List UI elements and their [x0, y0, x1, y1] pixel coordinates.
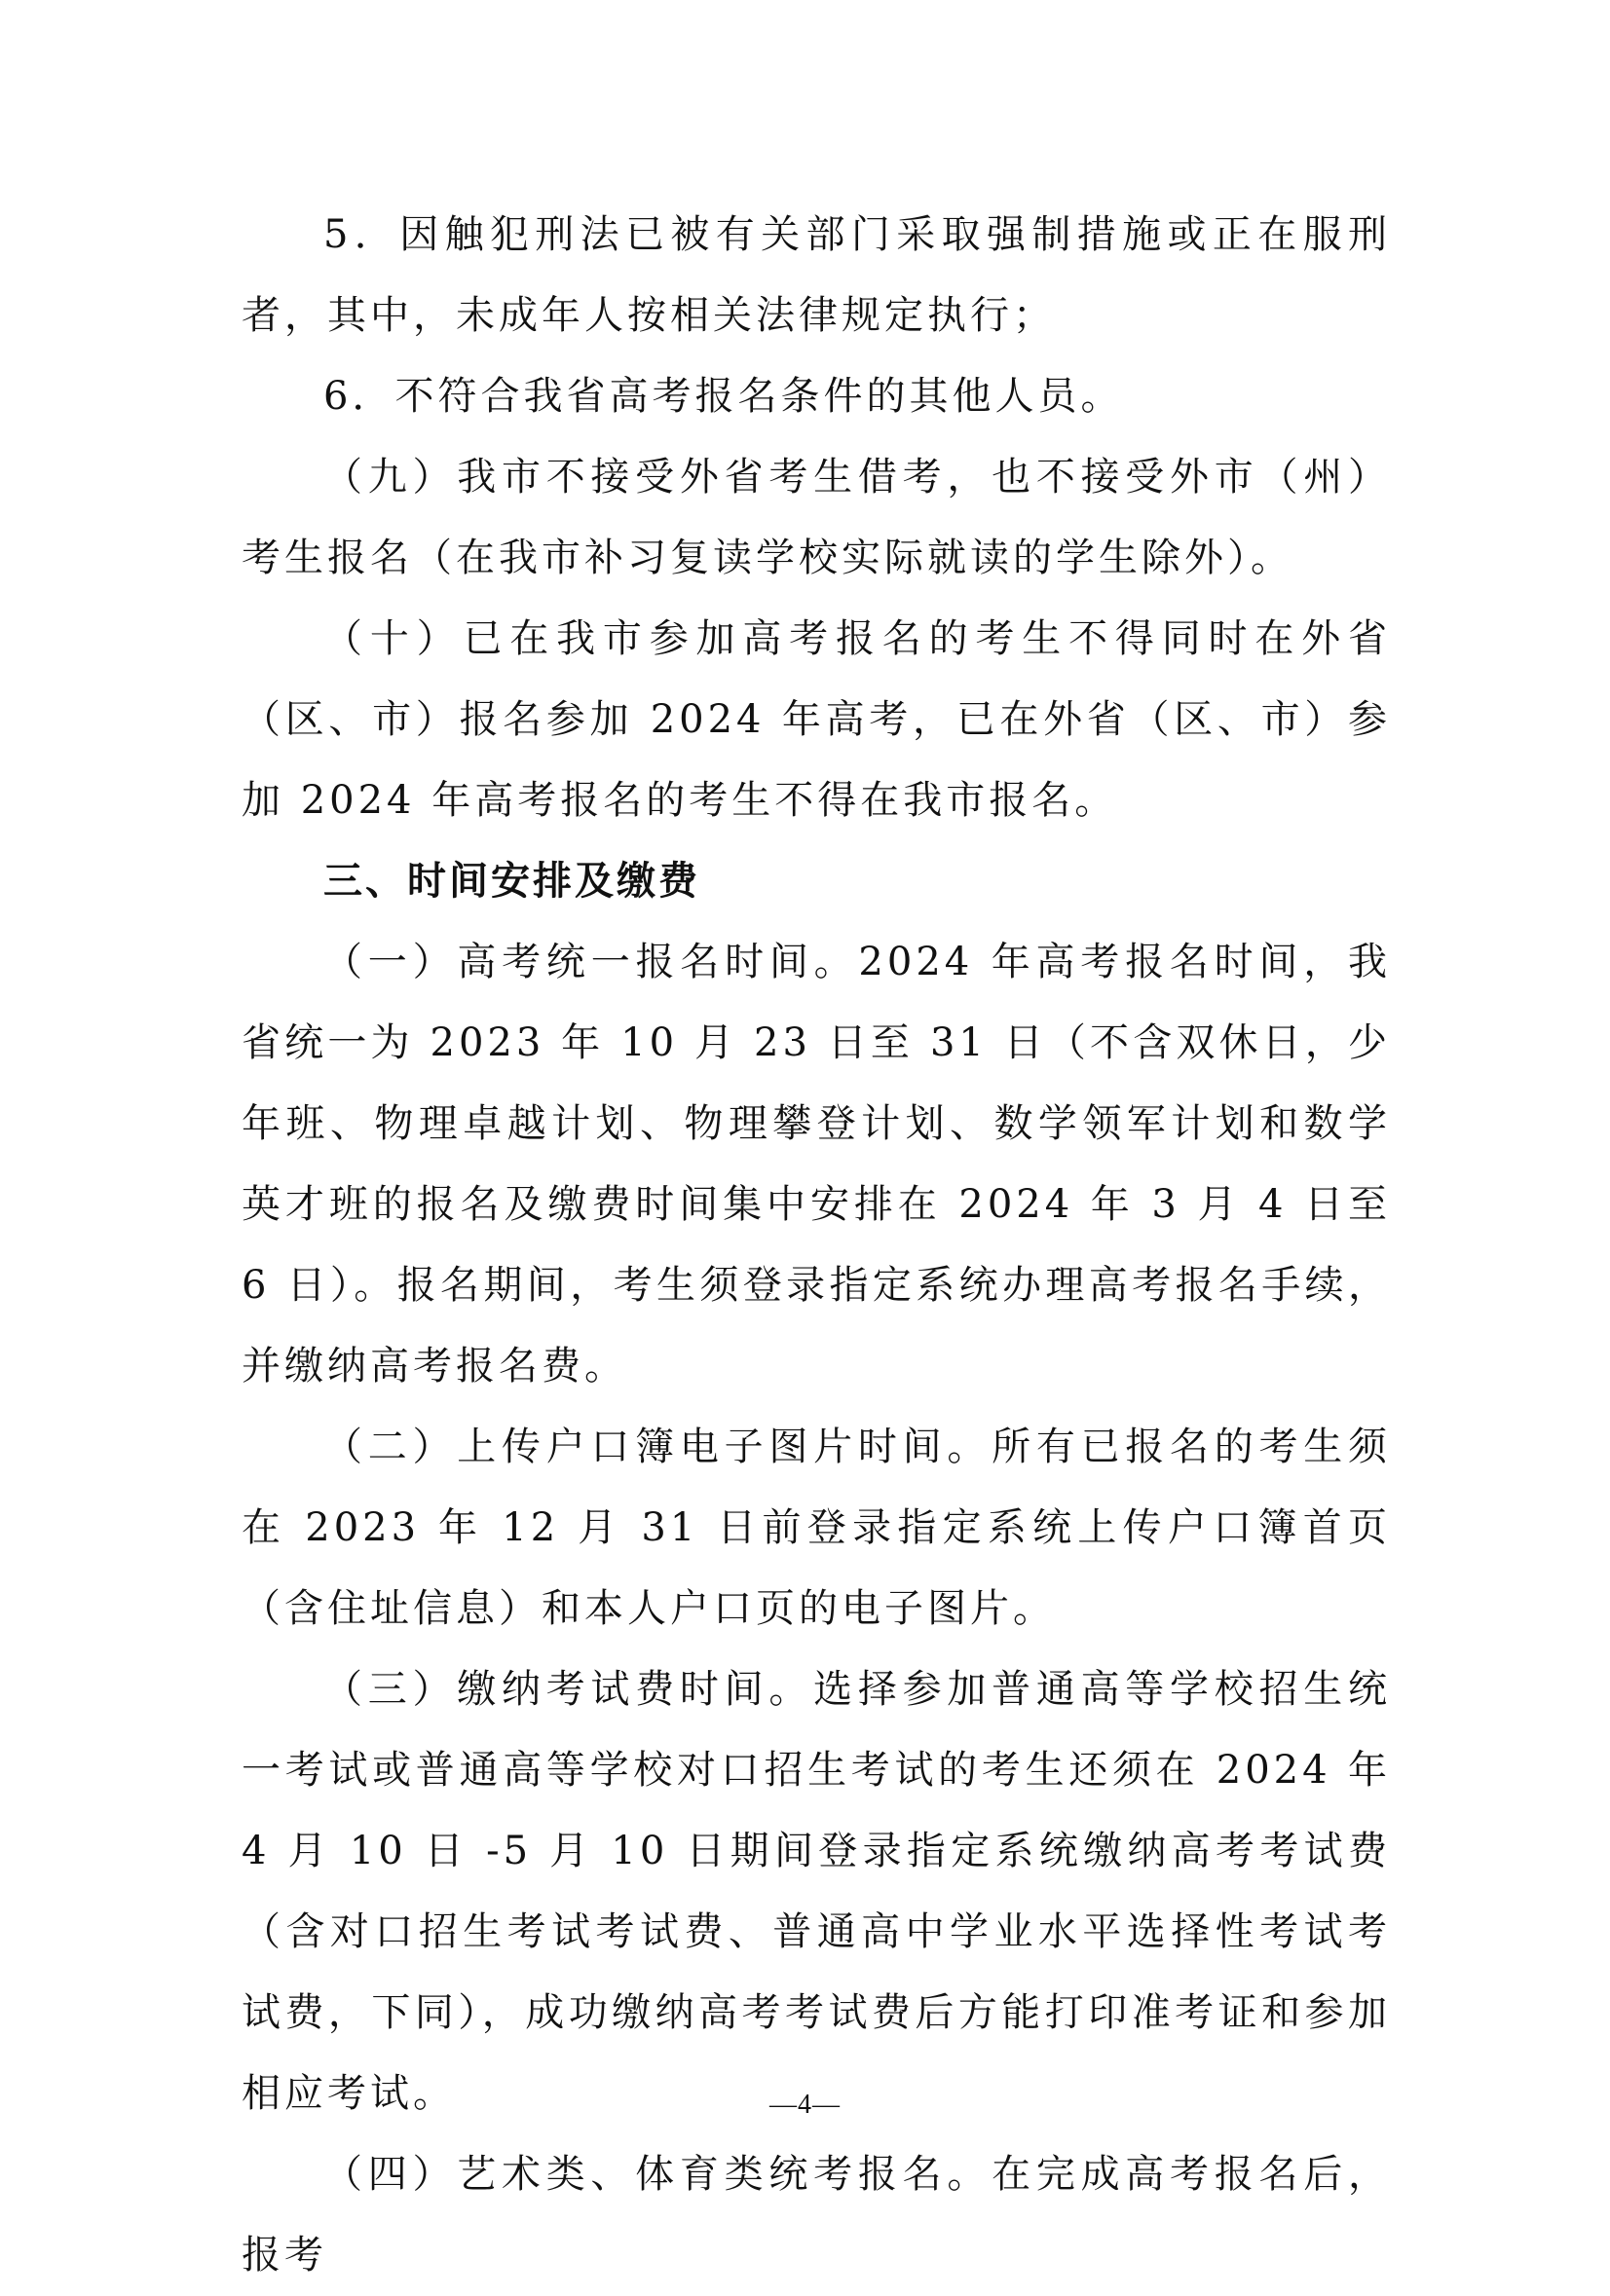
paragraph-item-6: 6．不符合我省高考报名条件的其他人员。 [323, 374, 1124, 419]
paragraph-exam-fee-time: （三）缴纳考试费时间。选择参加普通高等学校招生统一考试或普通高等学校对口招生考试的考生还须在 2024 年 4 月 10 日 -5 月 10 日期间登录指定系统缴纳高考考试费（含对口招生考试考试费、普通高中学业水平选择性考试考试费，下同），成功缴纳高考考试费后方能打印准考证和参加相应考试。 [242, 1667, 1391, 2116]
paragraph-registration-time: （一）高考统一报名时间。2024 年高考报名时间，我省统一为 2023 年 10 月 23 日至 31 日（不含双休日，少年班、物理卓越计划、物理攀登计划、数学领军计划和数学英才班的报名及缴费时间集中安排在 2024 年 3 月 4 日至 6 日）。报名期间，考生须登录指定系统办理高考报名手续，并缴纳高考报名费。 [242, 940, 1391, 1389]
paragraph-nine: （九）我市不接受外省考生借考，也不接受外市（州）考生报名（在我市补习复读学校实际就读的学生除外）。 [242, 455, 1391, 580]
document-body [242, 195, 1391, 2296]
paragraph-ten: （十）已在我市参加高考报名的考生不得同时在外省（区、市）报名参加 2024 年高考，已在外省（区、市）参加 2024 年高考报名的考生不得在我市报名。 [242, 616, 1391, 823]
paragraph-item-5: 5．因触犯刑法已被有关部门采取强制措施或正在服刑者，其中，未成年人按相关法律规定执行； [242, 212, 1391, 338]
section-heading-schedule-fees: 三、时间安排及缴费 [323, 859, 700, 904]
paragraph-upload-household-register: （二）上传户口簿电子图片时间。所有已报名的考生须在 2023 年 12 月 31 日前登录指定系统上传户口簿首页（含住址信息）和本人户口页的电子图片。 [242, 1425, 1391, 1631]
page-number: —4— [769, 2090, 841, 2120]
paragraph-art-sports-registration: （四）艺术类、体育类统考报名。在完成高考报名后，报考 [242, 2152, 1391, 2277]
